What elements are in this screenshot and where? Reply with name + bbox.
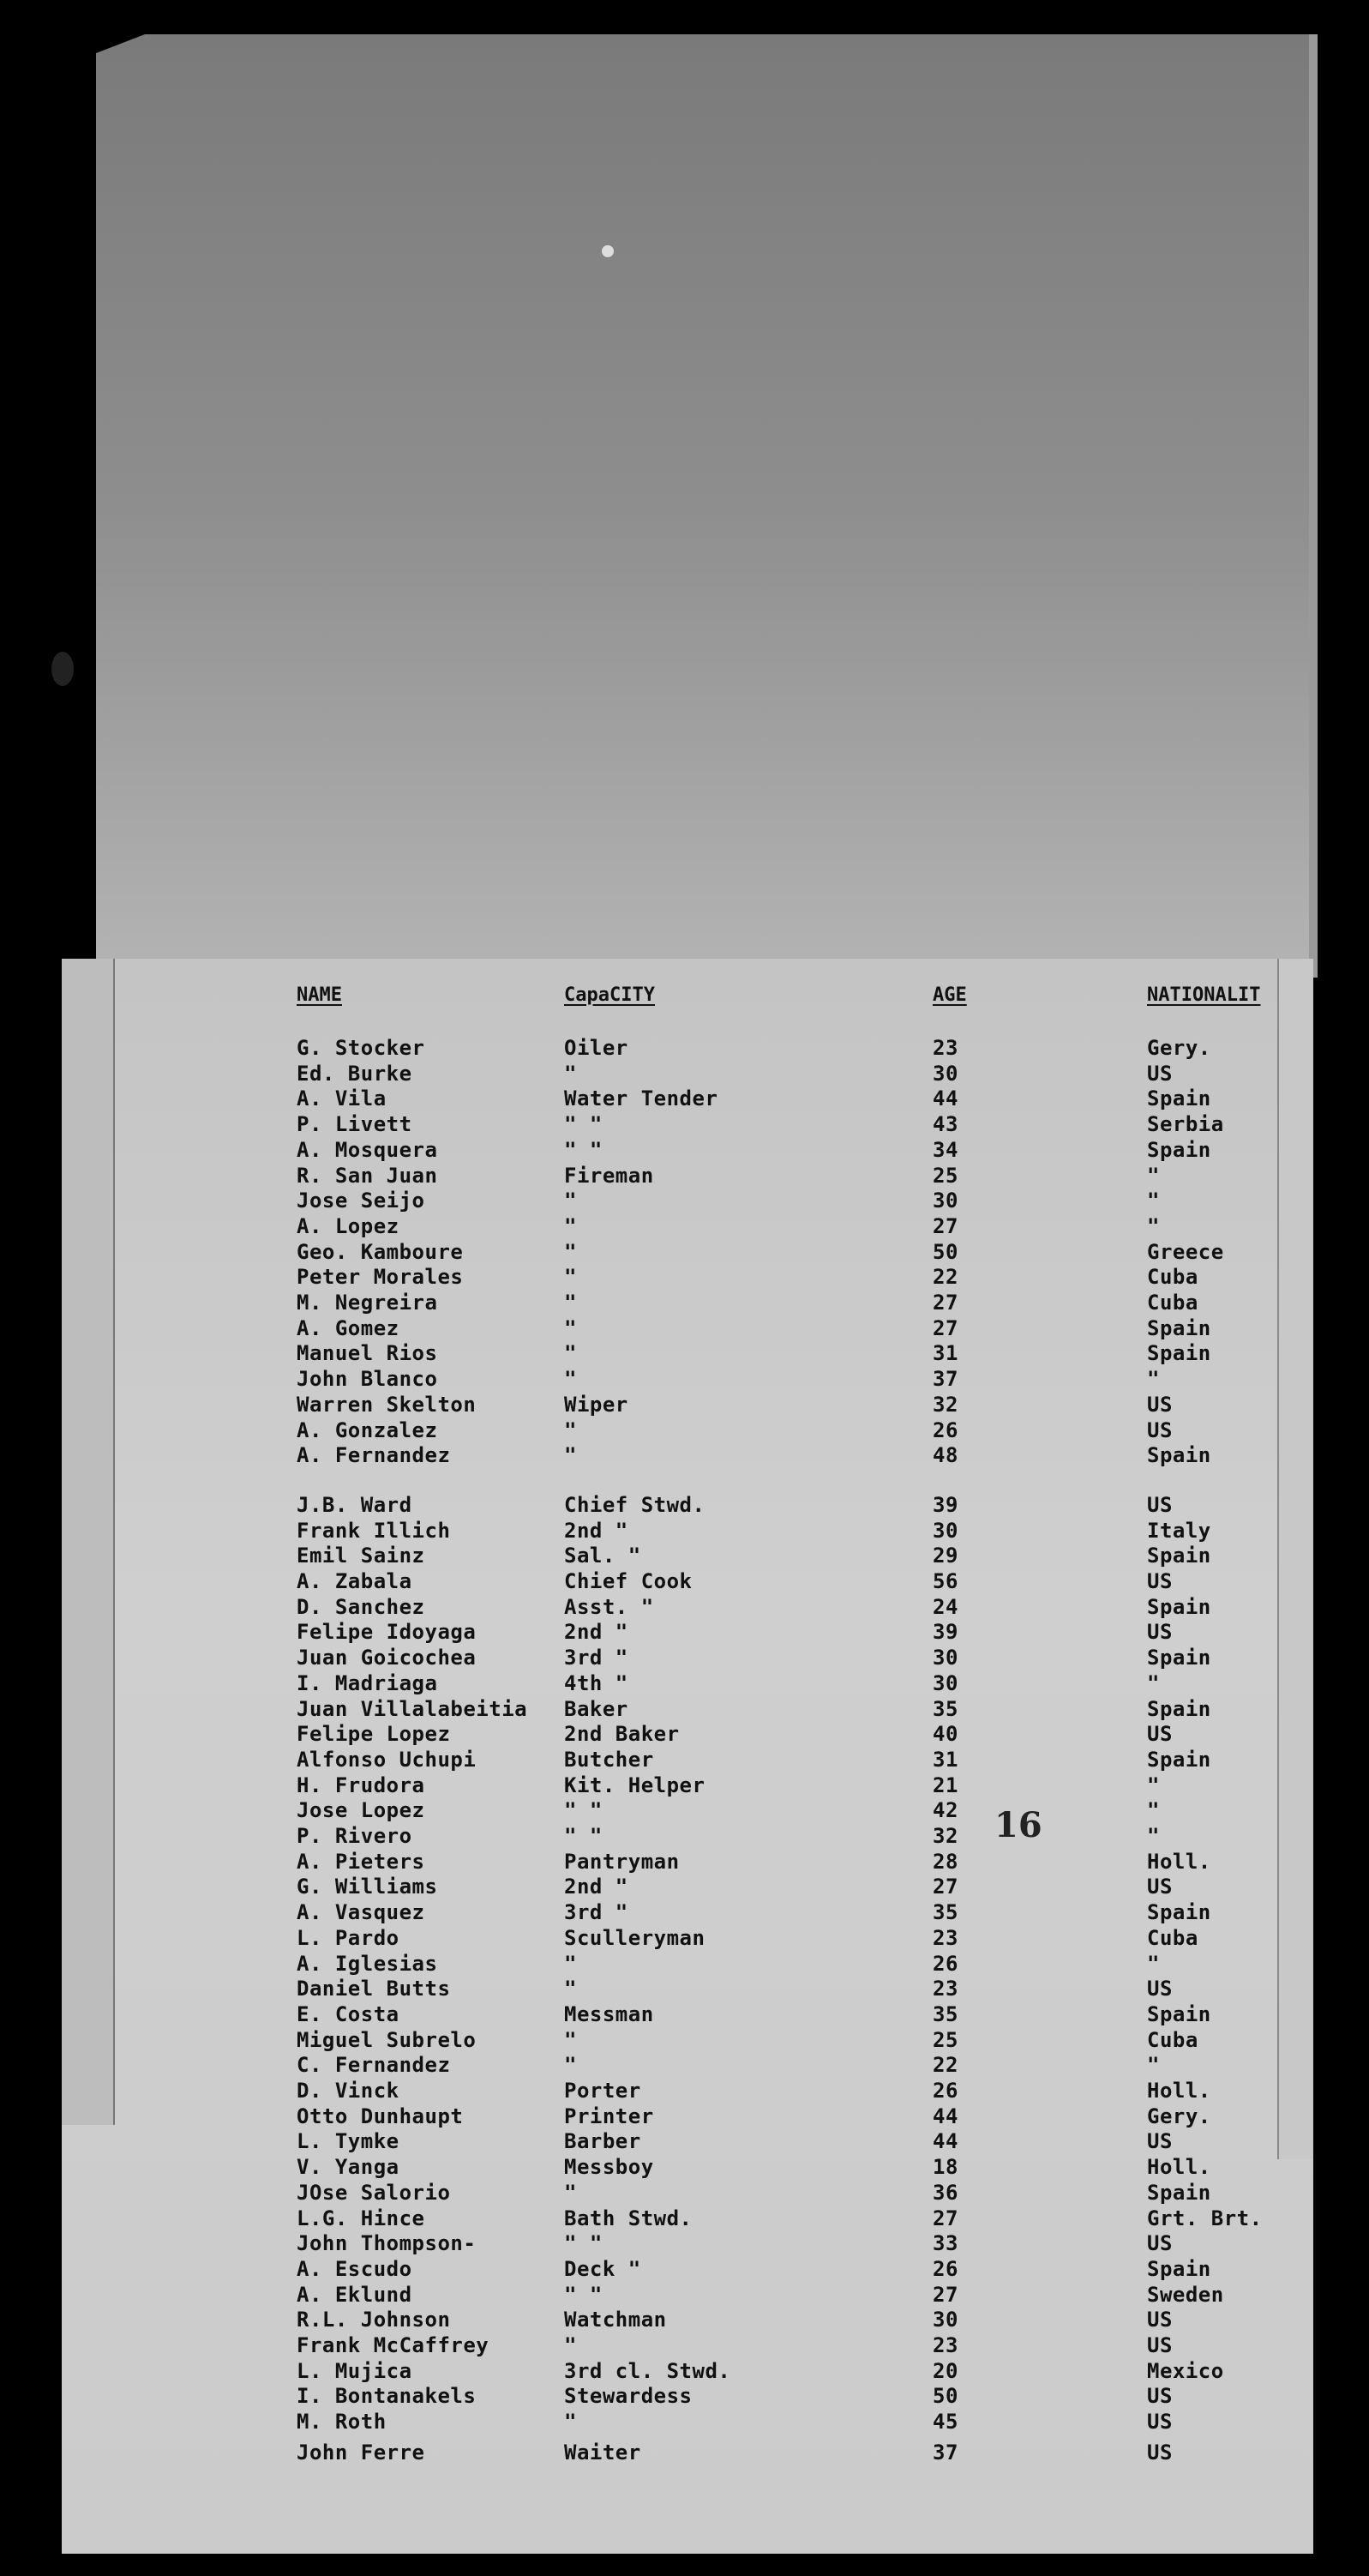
- crew-capacity: 2nd ": [564, 1518, 628, 1543]
- crew-nationality: ": [1147, 1213, 1160, 1238]
- crew-nationality: Sweden: [1147, 2282, 1224, 2307]
- crew-nationality: ": [1147, 1824, 1160, 1848]
- crew-age: 21: [933, 1773, 958, 1797]
- crew-name: Felipe Idoyaga: [297, 1620, 477, 1645]
- crew-name: Alfonso Uchupi: [297, 1747, 477, 1772]
- crew-age: 56: [933, 1569, 958, 1593]
- crew-nationality: Spain: [1147, 1594, 1211, 1619]
- crew-capacity: Chief Cook: [564, 1569, 693, 1593]
- crew-nationality: US: [1147, 2384, 1173, 2409]
- crew-age: 26: [933, 2079, 958, 2103]
- crew-capacity: Chief Stwd.: [564, 1492, 706, 1517]
- crew-age: 36: [933, 2180, 958, 2205]
- header-capacity: CapaCITY: [564, 984, 655, 1006]
- crew-age: 30: [933, 1518, 958, 1543]
- crew-age: 27: [933, 1291, 958, 1315]
- crew-capacity: " ": [564, 1798, 603, 1823]
- crew-capacity: 3rd cl. Stwd.: [564, 2358, 731, 2383]
- crew-capacity: ": [564, 1951, 577, 1976]
- crew-nationality: US: [1147, 2333, 1173, 2357]
- crew-name: Miguel Subrelo: [297, 2027, 477, 2052]
- crew-nationality: US: [1147, 2308, 1173, 2332]
- crew-capacity: Stewardess: [564, 2384, 693, 2409]
- crew-nationality: ": [1147, 1670, 1160, 1695]
- crew-age: 50: [933, 1239, 958, 1264]
- crew-nationality: ": [1147, 2053, 1160, 2078]
- crew-age: 30: [933, 1189, 958, 1213]
- crew-nationality: Spain: [1147, 1341, 1211, 1366]
- crew-name: A. Eklund: [297, 2282, 412, 2307]
- crew-age: 39: [933, 1492, 958, 1517]
- crew-capacity: ": [564, 1315, 577, 1340]
- crew-capacity: ": [564, 1265, 577, 1290]
- crew-nationality: US: [1147, 1977, 1173, 2001]
- left-fold: [62, 959, 115, 2125]
- crew-name: E. Costa: [297, 2001, 399, 2026]
- crew-age: 22: [933, 2053, 958, 2078]
- crew-age: 23: [933, 1036, 958, 1060]
- crew-age: 31: [933, 1747, 958, 1772]
- crew-nationality: US: [1147, 1569, 1173, 1593]
- crew-name: I. Madriaga: [297, 1670, 438, 1695]
- crew-list-sheet: [62, 959, 1313, 2554]
- crew-capacity: ": [564, 1367, 577, 1392]
- crew-capacity: ": [564, 1443, 577, 1468]
- header-name: NAME: [297, 984, 342, 1006]
- crew-age: 20: [933, 2358, 958, 2383]
- crew-age: 45: [933, 2410, 958, 2435]
- crew-age: 43: [933, 1112, 958, 1137]
- crew-capacity: 3rd ": [564, 1646, 628, 1670]
- crew-name: JOse Salorio: [297, 2180, 451, 2205]
- crew-age: 34: [933, 1137, 958, 1162]
- crew-nationality: Spain: [1147, 1646, 1211, 1670]
- crew-capacity: ": [564, 1189, 577, 1213]
- crew-name: A. Lopez: [297, 1213, 399, 1238]
- crew-capacity: ": [564, 2180, 577, 2205]
- crew-name: John Ferre: [297, 2440, 425, 2465]
- crew-name: Juan Goicochea: [297, 1646, 477, 1670]
- crew-name: L.G. Hince: [297, 2206, 425, 2230]
- crew-nationality: US: [1147, 2231, 1173, 2256]
- crew-name: Jose Seijo: [297, 1189, 425, 1213]
- crew-age: 27: [933, 2206, 958, 2230]
- crew-age: 29: [933, 1544, 958, 1568]
- crew-name: R. San Juan: [297, 1163, 438, 1188]
- crew-age: 27: [933, 1875, 958, 1899]
- crew-nationality: Spain: [1147, 2256, 1211, 2281]
- crew-capacity: Oiler: [564, 1036, 628, 1060]
- crew-capacity: Messboy: [564, 2155, 654, 2180]
- crew-nationality: US: [1147, 2440, 1173, 2465]
- crew-age: 30: [933, 1670, 958, 1695]
- crew-capacity: Deck ": [564, 2256, 641, 2281]
- crew-nationality: US: [1147, 1492, 1173, 1517]
- crew-age: 18: [933, 2155, 958, 2180]
- crew-capacity: ": [564, 1061, 577, 1086]
- crew-capacity: " ": [564, 1824, 603, 1848]
- crew-capacity: Porter: [564, 2079, 641, 2103]
- crew-age: 30: [933, 1061, 958, 1086]
- crew-age: 50: [933, 2384, 958, 2409]
- crew-capacity: Wiper: [564, 1392, 628, 1417]
- crew-capacity: Baker: [564, 1696, 628, 1721]
- crew-age: 32: [933, 1824, 958, 1848]
- crew-name: C. Fernandez: [297, 2053, 451, 2078]
- crew-name: Otto Dunhaupt: [297, 2104, 464, 2128]
- crew-age: 27: [933, 1213, 958, 1238]
- crew-age: 27: [933, 1315, 958, 1340]
- crew-capacity: " ": [564, 2282, 603, 2307]
- crew-name: J.B. Ward: [297, 1492, 412, 1517]
- crew-nationality: ": [1147, 1163, 1160, 1188]
- crew-age: 23: [933, 1925, 958, 1950]
- crew-nationality: Spain: [1147, 2180, 1211, 2205]
- crew-capacity: 2nd Baker: [564, 1722, 680, 1747]
- crew-age: 31: [933, 1341, 958, 1366]
- crew-age: 44: [933, 2104, 958, 2128]
- crew-nationality: US: [1147, 1417, 1173, 1442]
- crew-name: L. Pardo: [297, 1925, 399, 1950]
- crew-nationality: Spain: [1147, 1696, 1211, 1721]
- crew-age: 24: [933, 1594, 958, 1619]
- crew-capacity: Barber: [564, 2129, 641, 2154]
- crew-age: 35: [933, 1696, 958, 1721]
- crew-capacity: ": [564, 1977, 577, 2001]
- crew-name: P. Livett: [297, 1112, 412, 1137]
- crew-nationality: Spain: [1147, 1137, 1211, 1162]
- crew-name: I. Bontanakels: [297, 2384, 477, 2409]
- crew-name: A. Pieters: [297, 1849, 425, 1874]
- crew-age: 26: [933, 2256, 958, 2281]
- crew-capacity: ": [564, 1341, 577, 1366]
- crew-name: R.L. Johnson: [297, 2308, 451, 2332]
- crew-age: 23: [933, 1977, 958, 2001]
- crew-age: 37: [933, 2440, 958, 2465]
- crew-nationality: Greece: [1147, 1239, 1224, 1264]
- crew-age: 25: [933, 2027, 958, 2052]
- crew-capacity: ": [564, 1291, 577, 1315]
- crew-capacity: ": [564, 2410, 577, 2435]
- crew-name: A. Iglesias: [297, 1951, 438, 1976]
- crew-nationality: Gery.: [1147, 1036, 1211, 1060]
- crew-name: Felipe Lopez: [297, 1722, 451, 1747]
- crew-nationality: Italy: [1147, 1518, 1211, 1543]
- crew-nationality: Cuba: [1147, 1925, 1198, 1950]
- crew-name: John Blanco: [297, 1367, 438, 1392]
- crew-age: 39: [933, 1620, 958, 1645]
- right-fold: [1277, 959, 1313, 2159]
- crew-nationality: Spain: [1147, 2001, 1211, 2026]
- crew-capacity: ": [564, 2027, 577, 2052]
- crew-nationality: ": [1147, 1798, 1160, 1823]
- crew-age: 35: [933, 2001, 958, 2026]
- crew-name: Geo. Kamboure: [297, 1239, 464, 1264]
- crew-nationality: ": [1147, 1951, 1160, 1976]
- crew-capacity: Bath Stwd.: [564, 2206, 693, 2230]
- crew-age: 42: [933, 1798, 958, 1823]
- crew-capacity: 4th ": [564, 1670, 628, 1695]
- crew-name: G. Stocker: [297, 1036, 425, 1060]
- crew-name: L. Mujica: [297, 2358, 412, 2383]
- crew-age: 33: [933, 2231, 958, 2256]
- crew-capacity: ": [564, 2333, 577, 2357]
- crew-capacity: ": [564, 1213, 577, 1238]
- folded-upper-sheet: [96, 34, 1318, 978]
- crew-name: Daniel Butts: [297, 1977, 451, 2001]
- crew-capacity: Asst. ": [564, 1594, 654, 1619]
- crew-name: Peter Morales: [297, 1265, 464, 1290]
- crew-age: 44: [933, 1086, 958, 1111]
- crew-age: 26: [933, 1951, 958, 1976]
- crew-capacity: Messman: [564, 2001, 654, 2026]
- crew-nationality: US: [1147, 1392, 1173, 1417]
- crew-name: P. Rivero: [297, 1824, 412, 1848]
- crew-name: A. Vasquez: [297, 1900, 425, 1925]
- crew-age: 27: [933, 2282, 958, 2307]
- crew-age: 35: [933, 1900, 958, 1925]
- crew-age: 26: [933, 1417, 958, 1442]
- crew-age: 48: [933, 1443, 958, 1468]
- crew-nationality: US: [1147, 1620, 1173, 1645]
- crew-nationality: ": [1147, 1189, 1160, 1213]
- crew-name: A. Vila: [297, 1086, 387, 1111]
- crew-age: 25: [933, 1163, 958, 1188]
- crew-age: 23: [933, 2333, 958, 2357]
- crew-name: Ed. Burke: [297, 1061, 412, 1086]
- sheet-edge: [1309, 34, 1326, 978]
- crew-capacity: Waiter: [564, 2440, 641, 2465]
- ink-dot: [602, 245, 614, 257]
- crew-name: A. Gomez: [297, 1315, 399, 1340]
- crew-nationality: Serbia: [1147, 1112, 1224, 1137]
- crew-capacity: ": [564, 2053, 577, 2078]
- crew-age: 30: [933, 2308, 958, 2332]
- crew-name: Warren Skelton: [297, 1392, 477, 1417]
- crew-capacity: Butcher: [564, 1747, 654, 1772]
- crew-nationality: Spain: [1147, 1544, 1211, 1568]
- header-age: AGE: [933, 984, 967, 1006]
- crew-name: A. Escudo: [297, 2256, 412, 2281]
- crew-name: L. Tymke: [297, 2129, 399, 2154]
- crew-nationality: Spain: [1147, 1315, 1211, 1340]
- crew-capacity: Sculleryman: [564, 1925, 706, 1950]
- crew-capacity: " ": [564, 1112, 603, 1137]
- crew-nationality: Spain: [1147, 1443, 1211, 1468]
- crew-name: Manuel Rios: [297, 1341, 438, 1366]
- crew-capacity: ": [564, 1239, 577, 1264]
- ink-blot: [51, 652, 74, 686]
- crew-capacity: 2nd ": [564, 1620, 628, 1645]
- crew-name: Jose Lopez: [297, 1798, 425, 1823]
- crew-age: 44: [933, 2129, 958, 2154]
- crew-name: A. Gonzalez: [297, 1417, 438, 1442]
- crew-capacity: Pantryman: [564, 1849, 680, 1874]
- crew-age: 40: [933, 1722, 958, 1747]
- crew-nationality: Cuba: [1147, 1291, 1198, 1315]
- crew-nationality: Cuba: [1147, 2027, 1198, 2052]
- crew-nationality: Spain: [1147, 1086, 1211, 1111]
- crew-capacity: Fireman: [564, 1163, 654, 1188]
- crew-age: 28: [933, 1849, 958, 1874]
- crew-nationality: ": [1147, 1773, 1160, 1797]
- crew-capacity: Kit. Helper: [564, 1773, 706, 1797]
- page-number: 16: [994, 1805, 1042, 1845]
- crew-nationality: ": [1147, 1367, 1160, 1392]
- crew-name: A. Mosquera: [297, 1137, 438, 1162]
- crew-capacity: ": [564, 1417, 577, 1442]
- crew-name: M. Negreira: [297, 1291, 438, 1315]
- crew-name: Frank Illich: [297, 1518, 451, 1543]
- crew-nationality: Grt. Brt.: [1147, 2206, 1263, 2230]
- crew-name: V. Yanga: [297, 2155, 399, 2180]
- crew-capacity: 3rd ": [564, 1900, 628, 1925]
- crew-nationality: Cuba: [1147, 1265, 1198, 1290]
- crew-name: A. Zabala: [297, 1569, 412, 1593]
- crew-name: D. Vinck: [297, 2079, 399, 2103]
- crew-name: D. Sanchez: [297, 1594, 425, 1619]
- crew-name: A. Fernandez: [297, 1443, 451, 1468]
- crew-capacity: Water Tender: [564, 1086, 718, 1111]
- crew-name: Emil Sainz: [297, 1544, 425, 1568]
- crew-name: John Thompson-: [297, 2231, 477, 2256]
- crew-nationality: US: [1147, 2129, 1173, 2154]
- crew-name: Frank McCaffrey: [297, 2333, 489, 2357]
- crew-nationality: US: [1147, 1061, 1173, 1086]
- crew-nationality: Spain: [1147, 1747, 1211, 1772]
- crew-age: 37: [933, 1367, 958, 1392]
- header-nationality: NATIONALIT: [1147, 984, 1261, 1006]
- crew-capacity: " ": [564, 1137, 603, 1162]
- crew-age: 22: [933, 1265, 958, 1290]
- crew-name: G. Williams: [297, 1875, 438, 1899]
- crew-nationality: Spain: [1147, 1900, 1211, 1925]
- crew-name: H. Frudora: [297, 1773, 425, 1797]
- crew-capacity: 2nd ": [564, 1875, 628, 1899]
- crew-capacity: Printer: [564, 2104, 654, 2128]
- crew-nationality: US: [1147, 1722, 1173, 1747]
- crew-nationality: US: [1147, 1875, 1173, 1899]
- crew-capacity: Watchman: [564, 2308, 667, 2332]
- crew-capacity: Sal. ": [564, 1544, 641, 1568]
- crew-nationality: Holl.: [1147, 2079, 1211, 2103]
- crew-nationality: Mexico: [1147, 2358, 1224, 2383]
- crew-nationality: Holl.: [1147, 2155, 1211, 2180]
- crew-nationality: Holl.: [1147, 1849, 1211, 1874]
- crew-name: Juan Villalabeitia: [297, 1696, 528, 1721]
- crew-age: 32: [933, 1392, 958, 1417]
- crew-nationality: US: [1147, 2410, 1173, 2435]
- crew-age: 30: [933, 1646, 958, 1670]
- crew-name: M. Roth: [297, 2410, 387, 2435]
- crew-nationality: Gery.: [1147, 2104, 1211, 2128]
- crew-capacity: " ": [564, 2231, 603, 2256]
